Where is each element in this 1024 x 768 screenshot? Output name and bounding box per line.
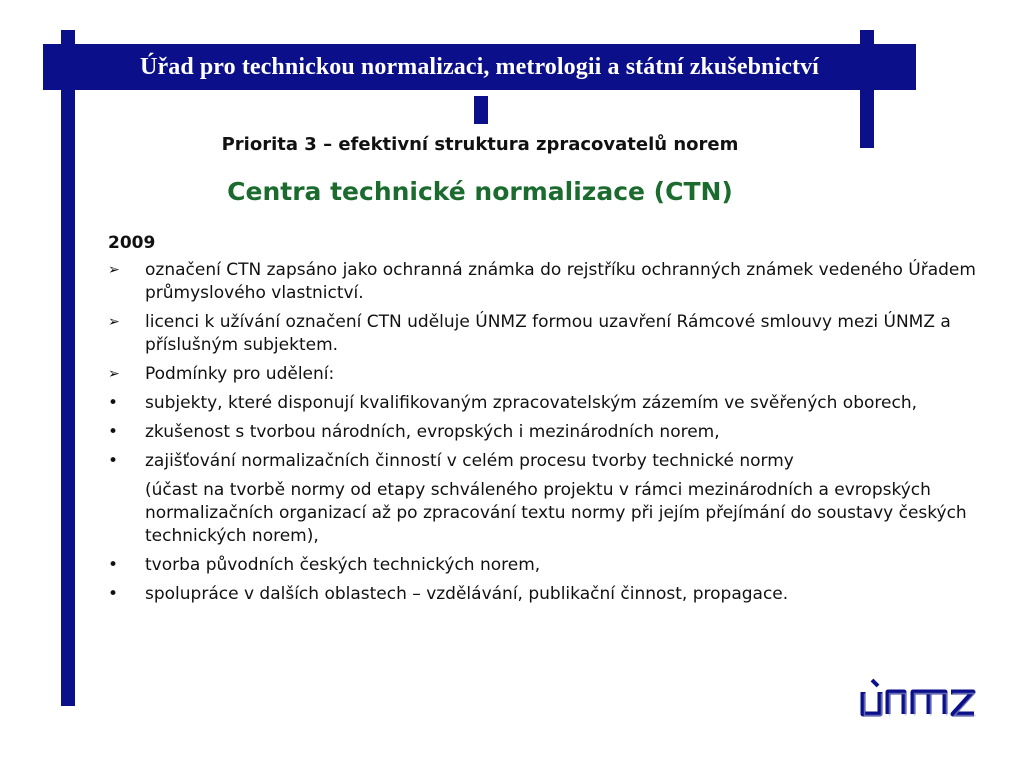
list-item: [108, 450, 988, 473]
list-item: [108, 259, 988, 305]
dot-bullet-icon: •: [108, 555, 119, 575]
list-item-text: zajišťování normalizačních činností v celém procesu tvorby technické normy: [145, 451, 794, 471]
list-item: [108, 392, 988, 415]
slide-title: Centra technické normalizace (CTN): [227, 177, 733, 206]
list-item: [108, 421, 988, 444]
list-item-text: tvorba původních českých technických norem,: [145, 555, 541, 575]
list-item: [108, 554, 988, 577]
dot-bullet-icon: •: [108, 451, 119, 471]
slide-content: [108, 232, 988, 612]
dot-bullet-icon: •: [108, 393, 119, 413]
list-item: [108, 583, 988, 606]
dot-bullet-icon: •: [108, 422, 119, 442]
arrow-bullet-icon: ➢: [108, 262, 120, 278]
list-item: [108, 311, 988, 357]
dot-bullet-icon: •: [108, 584, 119, 604]
left-decor-bar: [61, 30, 75, 706]
arrow-bullet-icon: ➢: [108, 366, 120, 382]
year-heading: 2009: [108, 233, 156, 253]
list-item: [108, 363, 988, 386]
arrow-bullet-icon: ➢: [108, 314, 120, 330]
header-title: Úřad pro technickou normalizaci, metrologii a státní zkušebnictví: [140, 53, 819, 80]
list-item-text: subjekty, které disponují kvalifikovaným zpracovatelským zázemím ve svěřených oborech,: [145, 393, 917, 413]
list-paragraph: (účast na tvorbě normy od etapy schváleného projektu v rámci mezinárodních a evropských normalizačních organizací až po zpracování textu normy při jejím přejímání do soustavy českých technických norem),: [145, 480, 967, 546]
list-item-text: zkušenost s tvorbou národních, evropských i mezinárodních norem,: [145, 422, 720, 442]
list-item-text: licenci k užívání označení CTN uděluje ÚNMZ formou uzavření Rámcové smlouvy mezi ÚNMZ a příslušným subjektem.: [145, 312, 951, 355]
mid-decor-bar: [474, 96, 488, 124]
list-item-text: označení CTN zapsáno jako ochranná známka do rejstříku ochranných známek vedeného Úřadem průmyslového vlastnictví.: [145, 260, 976, 303]
list-item-text: spolupráce v dalších oblastech – vzdělávání, publikační činnost, propagace.: [145, 584, 789, 604]
slide-subtitle: Priorita 3 – efektivní struktura zpracovatelů norem: [221, 134, 739, 155]
unmz-logo-icon: [858, 676, 978, 722]
list-item-text: Podmínky pro udělení:: [145, 364, 335, 384]
header-band: [43, 44, 916, 90]
